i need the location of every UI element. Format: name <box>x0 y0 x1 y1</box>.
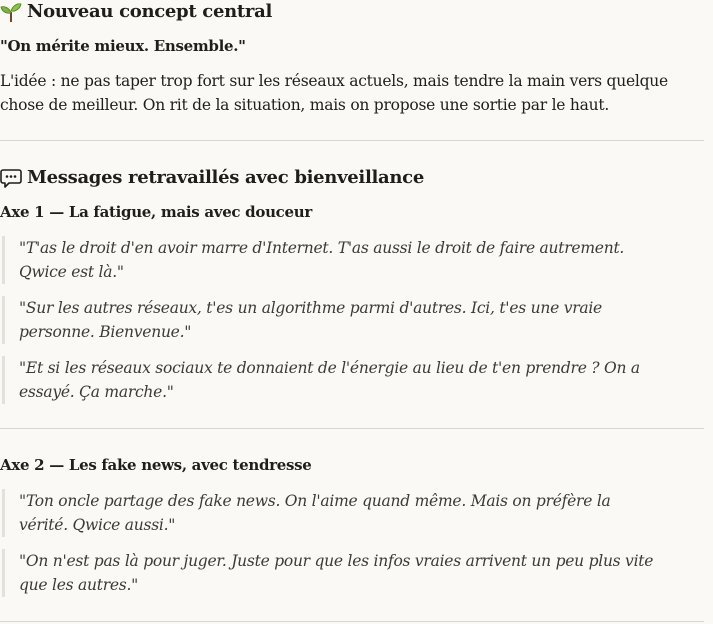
messages-heading <box>0 166 424 190</box>
divider <box>0 621 704 622</box>
divider <box>0 140 704 141</box>
concept-description: L'idée : ne pas taper trop fort sur les réseaux actuels, mais tendre la main vers quelque chose de meilleur. On rit de la situation, mais on propose une sortie par le haut. <box>0 72 668 114</box>
seedling-icon <box>0 1 22 23</box>
axis-1-quote-1: "T'as le droit d'en avoir marre d'Internet. T'as aussi le droit de faire autrement. Qwice est là." <box>2 236 659 284</box>
axis-1-quote-2: "Sur les autres réseaux, t'es un algorithme parmi d'autres. Ici, t'es une vraie personne. Bienvenue." <box>2 296 659 344</box>
axis-1-quote-3: "Et si les réseaux sociaux te donnaient de l'énergie au lieu de t'en prendre ? On a essayé. Ça marche." <box>2 356 659 404</box>
concept-heading <box>0 0 272 24</box>
axis-2-quote-1: "Ton oncle partage des fake news. On l'aime quand même. Mais on préfère la vérité. Qwice aussi." <box>2 489 659 537</box>
messages-title: Messages retravaillés avec bienveillance <box>27 167 424 188</box>
concept-slogan: "On mérite mieux. Ensemble." <box>0 37 246 55</box>
divider <box>0 428 704 429</box>
axis-2-title: Axe 2 — Les fake news, avec tendresse <box>0 456 312 474</box>
axis-1-title: Axe 1 — La fatigue, mais avec douceur <box>0 203 312 221</box>
concept-title: Nouveau concept central <box>27 1 273 22</box>
speech-bubble-icon <box>0 167 22 189</box>
axis-2-quote-2: "On n'est pas là pour juger. Juste pour que les infos vraies arrivent un peu plus vite que les autres." <box>2 549 659 597</box>
